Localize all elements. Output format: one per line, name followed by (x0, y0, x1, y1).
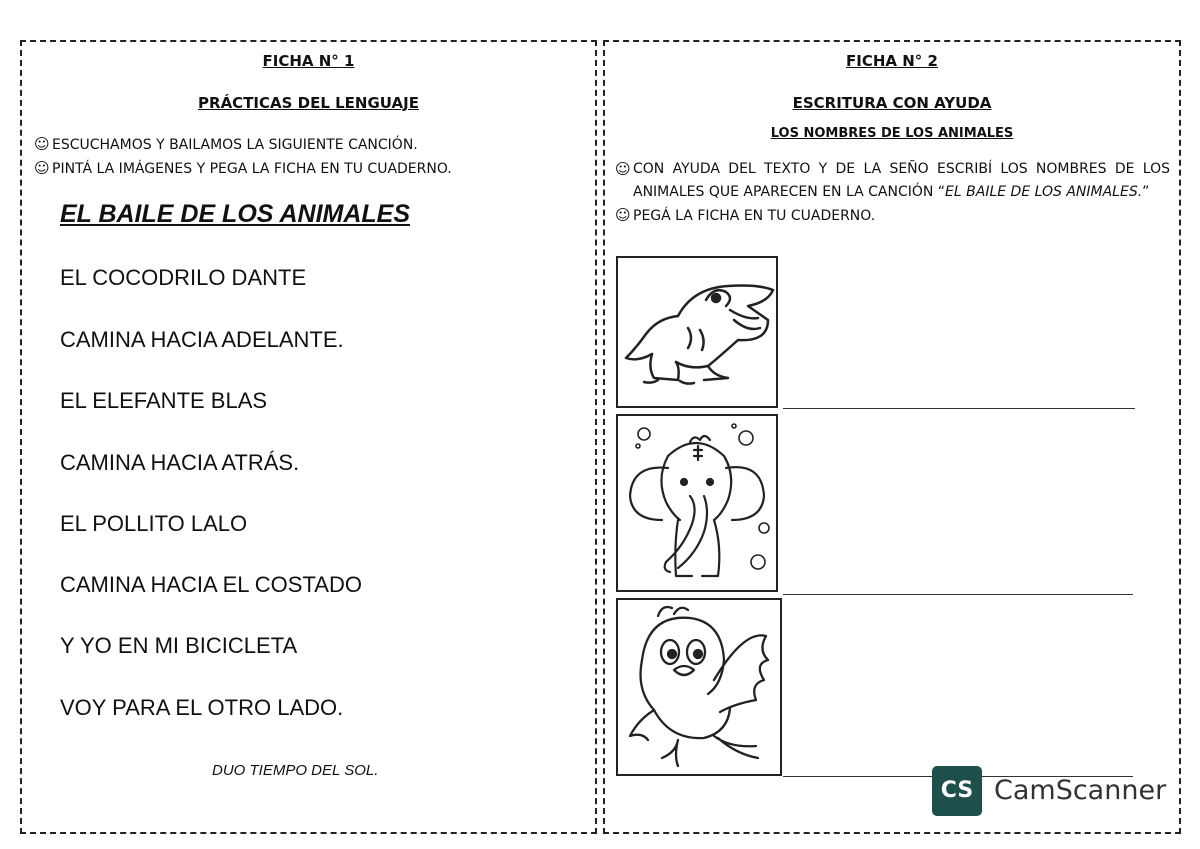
ficha-1-subtitle: PRÁCTICAS DEL LENGUAJE (198, 94, 419, 112)
song-credit: DUO TIEMPO DEL SOL. (212, 762, 379, 779)
elephant-icon (618, 416, 776, 590)
smiley-icon: ☺ (34, 159, 50, 177)
instruction-item: ☺ PINTÁ LA IMÁGENES Y PEGA LA FICHA EN TU CUADERNO. (34, 157, 452, 181)
ficha-2-subtitle: ESCRITURA CON AYUDA (792, 94, 992, 112)
instruction-item: ☺ CON AYUDA DEL TEXTO Y DE LA SEÑO ESCRIBÍ LOS NOMBRES DE LOS ANIMALES QUE APARECEN EN LA CANCIÓN “EL BAILE DE LOS ANIMALES.” (615, 158, 1170, 204)
crocodile-picture (616, 256, 778, 408)
instruction-list (34, 133, 452, 181)
instruction-list (615, 158, 1170, 228)
song-line: CAMINA HACIA ATRÁS. (60, 450, 300, 475)
song-line: VOY PARA EL OTRO LADO. (60, 695, 344, 720)
camscanner-logo: CS (932, 766, 982, 816)
instruction-item: ☺ PEGÁ LA FICHA EN TU CUADERNO. (615, 204, 1170, 228)
song-line: Y YO EN MI BICICLETA (60, 633, 298, 658)
chick-picture (616, 598, 782, 776)
elephant-picture (616, 414, 778, 592)
write-line-2 (783, 594, 1133, 595)
ficha-2-title: FICHA N° 2 (846, 52, 938, 70)
crocodile-icon (618, 258, 776, 406)
chick-icon (618, 600, 780, 774)
smiley-icon: ☺ (615, 206, 631, 224)
ficha-2-subtitle-2: LOS NOMBRES DE LOS ANIMALES (770, 126, 1014, 141)
song-line: EL COCODRILO DANTE (60, 265, 307, 290)
song-line: EL POLLITO LALO (60, 511, 248, 536)
smiley-icon: ☺ (615, 160, 631, 178)
song-line: CAMINA HACIA EL COSTADO (60, 572, 362, 597)
write-line-1 (783, 408, 1135, 409)
ficha-1-title: FICHA N° 1 (262, 52, 355, 70)
instruction-item: ☺ ESCUCHAMOS Y BAILAMOS LA SIGUIENTE CANCIÓN. (34, 133, 452, 157)
smiley-icon: ☺ (34, 135, 50, 153)
song-line: EL ELEFANTE BLAS (60, 388, 268, 413)
ficha-1-panel (20, 40, 597, 834)
song-title: EL BAILE DE LOS ANIMALES (60, 200, 411, 228)
camscanner-watermark: CamScanner (994, 775, 1167, 806)
song-line: CAMINA HACIA ADELANTE. (60, 327, 344, 352)
ficha-2-panel (603, 40, 1181, 834)
